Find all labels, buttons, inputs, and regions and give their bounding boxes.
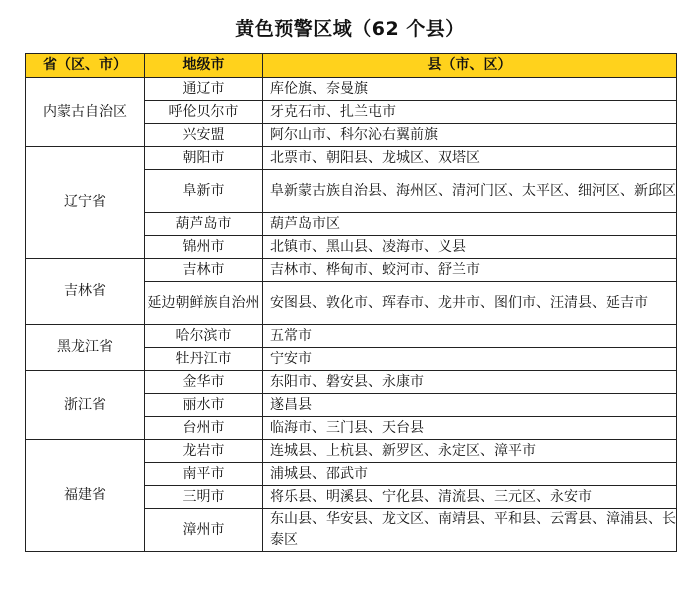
- county-cell: 将乐县、明溪县、宁化县、清流县、三元区、永安市: [263, 486, 677, 509]
- table-row: [26, 147, 677, 170]
- table-row: [26, 440, 677, 463]
- page-title: 黄色预警区域（62 个县）: [235, 18, 465, 40]
- county-cell: 葫芦岛市区: [263, 213, 677, 236]
- city-cell: 呼伦贝尔市: [145, 101, 263, 124]
- header-city: 地级市: [145, 54, 263, 78]
- city-cell: 兴安盟: [145, 124, 263, 147]
- city-cell: 通辽市: [145, 78, 263, 101]
- county-cell: 牙克石市、扎兰屯市: [263, 101, 677, 124]
- warning-area-table: [25, 53, 677, 552]
- province-cell: 内蒙古自治区: [26, 78, 145, 147]
- county-cell: 浦城县、邵武市: [263, 463, 677, 486]
- county-cell: 遂昌县: [263, 394, 677, 417]
- province-cell: 辽宁省: [26, 147, 145, 259]
- table-row: [26, 78, 677, 101]
- table-row: [26, 325, 677, 348]
- county-cell: 阜新蒙古族自治县、海州区、清河门区、太平区、细河区、新邱区: [263, 170, 677, 213]
- province-cell: 浙江省: [26, 371, 145, 440]
- province-cell: 吉林省: [26, 259, 145, 325]
- city-cell: 哈尔滨市: [145, 325, 263, 348]
- city-cell: 台州市: [145, 417, 263, 440]
- table-header-row: [26, 54, 677, 78]
- county-cell: 东山县、华安县、龙文区、南靖县、平和县、云霄县、漳浦县、长泰区: [263, 509, 677, 552]
- city-cell: 牡丹江市: [145, 348, 263, 371]
- table-row: [26, 259, 677, 282]
- city-cell: 吉林市: [145, 259, 263, 282]
- county-cell: 阿尔山市、科尔沁右翼前旗: [263, 124, 677, 147]
- city-cell: 漳州市: [145, 509, 263, 552]
- county-cell: 宁安市: [263, 348, 677, 371]
- county-cell: 库伦旗、奈曼旗: [263, 78, 677, 101]
- city-cell: 南平市: [145, 463, 263, 486]
- header-county: 县（市、区）: [263, 54, 677, 78]
- county-cell: 安图县、敦化市、珲春市、龙井市、图们市、汪清县、延吉市: [263, 282, 677, 325]
- province-cell: 福建省: [26, 440, 145, 552]
- city-cell: 锦州市: [145, 236, 263, 259]
- county-cell: 吉林市、桦甸市、蛟河市、舒兰市: [263, 259, 677, 282]
- county-cell: 东阳市、磐安县、永康市: [263, 371, 677, 394]
- county-cell: 北票市、朝阳县、龙城区、双塔区: [263, 147, 677, 170]
- city-cell: 龙岩市: [145, 440, 263, 463]
- city-cell: 朝阳市: [145, 147, 263, 170]
- city-cell: 延边朝鲜族自治州: [145, 282, 263, 325]
- province-cell: 黑龙江省: [26, 325, 145, 371]
- county-cell: 临海市、三门县、天台县: [263, 417, 677, 440]
- city-cell: 三明市: [145, 486, 263, 509]
- county-cell: 北镇市、黑山县、凌海市、义县: [263, 236, 677, 259]
- header-province: 省（区、市）: [26, 54, 145, 78]
- city-cell: 丽水市: [145, 394, 263, 417]
- county-cell: 五常市: [263, 325, 677, 348]
- city-cell: 阜新市: [145, 170, 263, 213]
- table-row: [26, 371, 677, 394]
- county-cell: 连城县、上杭县、新罗区、永定区、漳平市: [263, 440, 677, 463]
- city-cell: 葫芦岛市: [145, 213, 263, 236]
- city-cell: 金华市: [145, 371, 263, 394]
